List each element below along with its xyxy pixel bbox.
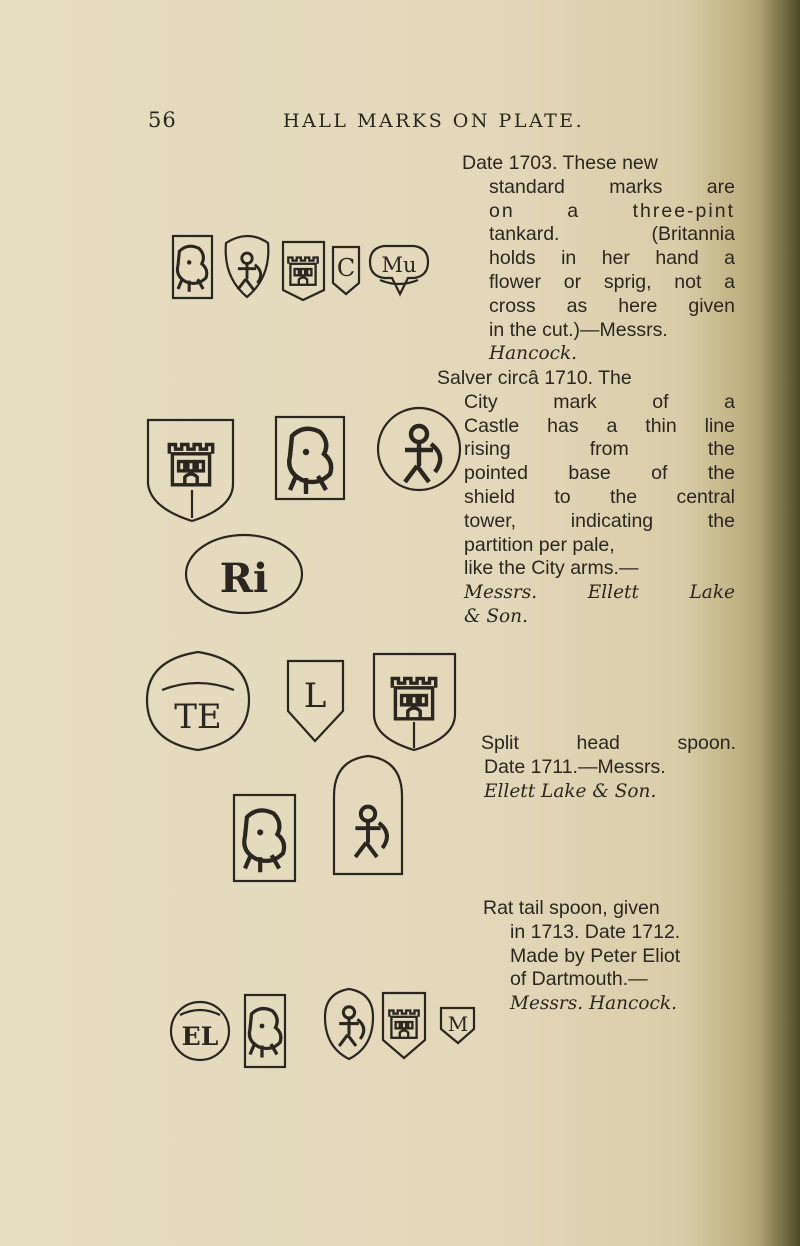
maker-mark-mu <box>370 246 428 294</box>
date-letter-m-mark <box>441 1008 474 1043</box>
text-line: pointed base of the <box>464 462 735 485</box>
text-line: Date 1703. These new <box>462 152 658 174</box>
text-line: standard marks are <box>489 175 735 198</box>
maker-mark-el <box>171 1002 229 1060</box>
date-letter-l-mark <box>288 661 343 741</box>
britannia-mark <box>325 989 373 1059</box>
date-letter-c-mark <box>333 247 359 294</box>
text-line: in 1713. Date 1712. <box>510 920 681 943</box>
maker-mark-te <box>147 652 249 750</box>
text-line: flower or sprig, not a <box>489 270 735 293</box>
text-line: Made by Peter Eliot <box>510 944 681 967</box>
text-line: in the cut.)—Messrs. <box>489 318 668 341</box>
mark-letter: Ri <box>219 555 269 602</box>
text-line: on a three-pint <box>489 199 735 222</box>
text-line: & Son. <box>464 605 528 627</box>
text-line: Rat tail spoon, given <box>483 897 660 919</box>
mark-letter: C <box>336 254 356 282</box>
maker-mark-ri <box>186 535 302 613</box>
mark-letter: M <box>447 1012 469 1036</box>
text-line: cross as here given <box>489 294 735 317</box>
text-line: City mark of a <box>464 390 735 413</box>
page-number: 56 <box>148 108 177 132</box>
castle-mark <box>283 242 324 300</box>
text-line: Date 1711.—Messrs. <box>484 755 666 778</box>
mark-letter: Mu <box>381 253 417 277</box>
text-line: tankard. (Britannia <box>489 223 735 246</box>
britannia-mark <box>226 236 269 297</box>
text-line: tower, indicating the <box>464 509 735 532</box>
lion-head-erased-mark <box>173 236 212 298</box>
text-line: rising from the <box>464 438 735 461</box>
britannia-mark <box>378 408 460 490</box>
lion-head-mark <box>276 417 344 499</box>
lion-head-mark <box>234 795 295 881</box>
running-title: HALL MARKS ON PLATE. <box>283 110 585 132</box>
text-line: shield to the central <box>464 485 735 508</box>
mark-letter: EL <box>181 1022 219 1051</box>
text-line: Salver circâ 1710. The <box>437 367 632 389</box>
text-line: Castle has a thin line <box>464 414 735 437</box>
castle-mark <box>383 993 425 1058</box>
castle-shield-mark <box>374 654 455 750</box>
text-line: Split head spoon. <box>481 732 736 754</box>
castle-shield-mark <box>148 420 233 521</box>
text-line: of Dartmouth.— <box>510 968 648 991</box>
mark-letter: TE <box>174 697 222 737</box>
text-line: partition per pale, <box>464 533 615 556</box>
text-line: Hancock. <box>489 343 578 365</box>
text-line: Ellett Lake & Son. <box>484 780 657 802</box>
text-line: like the City arms.— <box>464 557 639 580</box>
text-line: Messrs. Ellett Lake <box>464 582 735 604</box>
text-line: Messrs. Hancock. <box>510 993 678 1015</box>
britannia-mark <box>334 756 402 874</box>
mark-letter: L <box>303 676 327 716</box>
lion-head-mark <box>245 995 285 1067</box>
text-line: holds in her hand a <box>489 247 735 270</box>
